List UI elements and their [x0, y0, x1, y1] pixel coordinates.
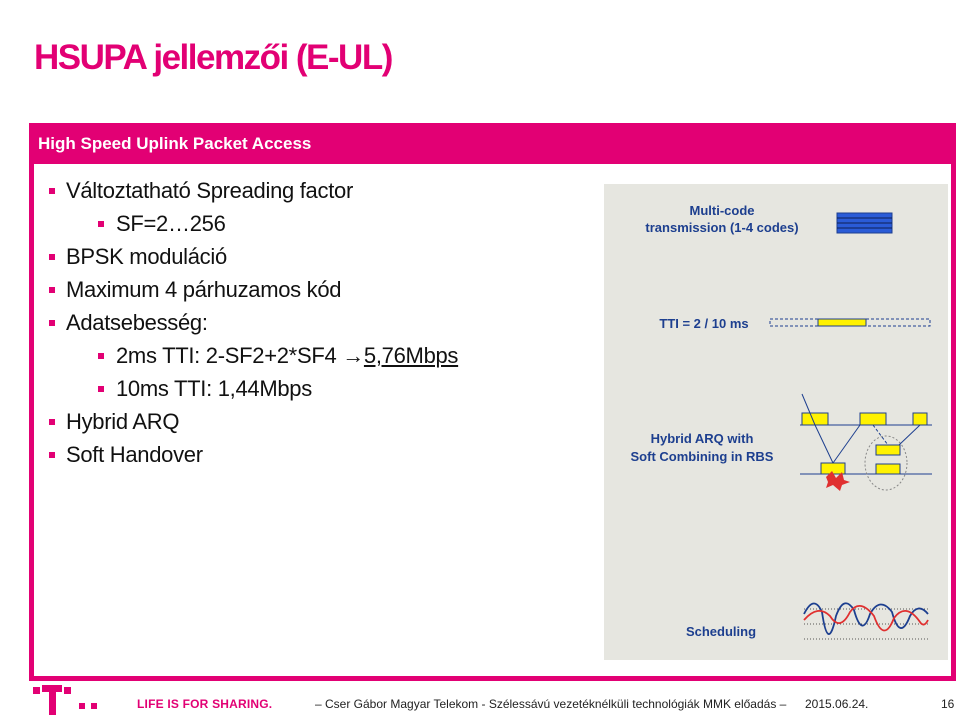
rate-value: 5,76Mbps [363, 343, 459, 368]
bullet-list [46, 174, 586, 471]
bullet-subitem [46, 372, 586, 405]
bullet-text: Soft Handover [66, 442, 203, 467]
bullet-square-icon [49, 320, 55, 326]
bullet-text: BPSK moduláció [66, 244, 227, 269]
telekom-logo [33, 685, 103, 720]
footer-slogan: LIFE IS FOR SHARING. [137, 697, 273, 711]
bullet-text: Maximum 4 párhuzamos kód [66, 277, 342, 302]
bullet-square-icon [49, 254, 55, 260]
footer-date: 2015.06.24. [805, 697, 869, 711]
harq-label-line1: Hybrid ARQ with [650, 431, 754, 446]
harq-label-line2: Soft Combining in RBS [630, 449, 774, 464]
bullet-square-icon [98, 221, 104, 227]
bullet-item [46, 405, 586, 438]
bullet-square-icon [49, 287, 55, 293]
bullet-square-icon [49, 188, 55, 194]
bullet-text: 2ms TTI: 2-SF2+2*SF4 [116, 343, 343, 368]
tti-bar-icon [770, 319, 930, 326]
bullet-text: Adatsebesség: [66, 310, 208, 335]
bullet-subitem [46, 207, 586, 240]
scheduling-label: Scheduling [685, 624, 757, 639]
bullet-square-icon [49, 419, 55, 425]
bullet-subitem [46, 339, 586, 372]
multicode-label-line1: Multi-code [689, 203, 755, 218]
page-number: 16 [941, 697, 955, 711]
section-header-text: High Speed Uplink Packet Access [38, 134, 312, 153]
bullet-text: Változtatható Spreading factor [66, 178, 353, 203]
multicode-label-line2: transmission (1-4 codes) [645, 220, 799, 235]
arrow-right-icon: → [342, 343, 364, 368]
bullet-square-icon [98, 353, 104, 359]
bullet-text: SF=2…256 [116, 211, 226, 236]
bullet-text: Hybrid ARQ [66, 409, 180, 434]
bullet-item [46, 273, 586, 306]
bullet-item [46, 240, 586, 273]
scheduling-waves-icon [804, 603, 929, 639]
bullet-item [46, 174, 586, 207]
bullet-square-icon [49, 452, 55, 458]
multicode-block-icon [837, 213, 892, 233]
bullet-square-icon [98, 386, 104, 392]
section-header-band [29, 123, 956, 164]
slide-title: HSUPA jellemzői (E-UL) [34, 38, 392, 77]
tti-label: TTI = 2 / 10 ms [659, 316, 749, 331]
footer-presentation-info: – Cser Gábor Magyar Telekom - Szélessávú vezetéknélküli technológiák MMK előadás – [315, 697, 787, 711]
bullet-item [46, 438, 586, 471]
hsupa-feature-figure [604, 184, 948, 660]
bullet-item [46, 306, 586, 339]
bullet-text: 10ms TTI: 1,44Mbps [116, 376, 312, 401]
harq-diagram-icon [800, 394, 932, 491]
hsupa-diagram [604, 184, 948, 660]
